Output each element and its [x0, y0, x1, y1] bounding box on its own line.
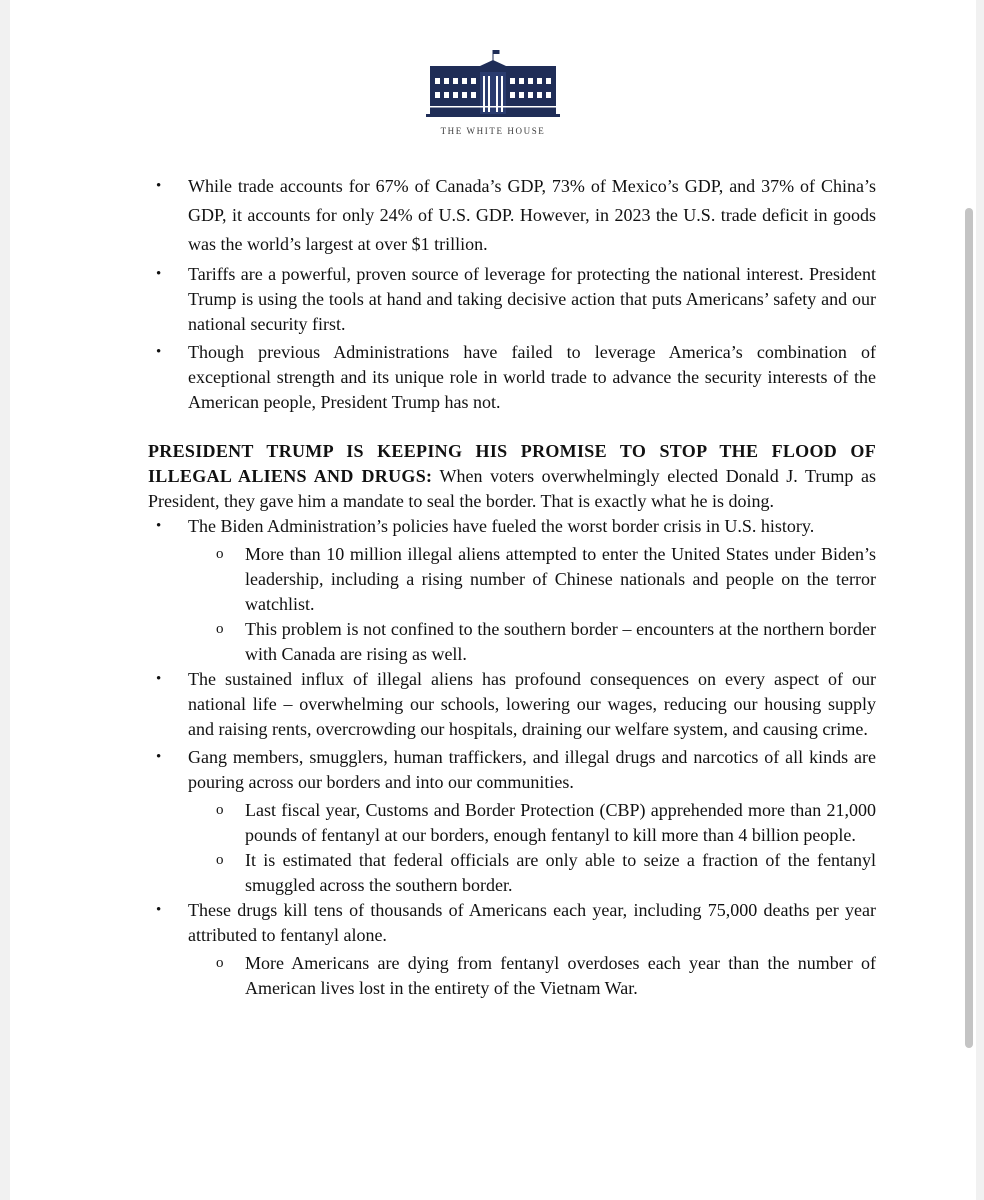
- sub-list-item: [188, 617, 876, 667]
- document-body: [148, 172, 876, 1001]
- bullet-marker: o: [216, 621, 224, 637]
- scrollbar-thumb[interactable]: [965, 208, 973, 1048]
- section-intro: When voters overwhelmingly elected Donald J. Trump as President, they gave him a mandate to seal the border. That is exactly what he is doing.: [148, 466, 876, 511]
- bullet-marker: o: [216, 852, 224, 868]
- bullet-marker: •: [156, 518, 162, 534]
- border-section: [148, 439, 876, 1001]
- bullet-marker: •: [156, 266, 162, 282]
- bullet-text: More Americans are dying from fentanyl overdoses each year than the number of American lives lost in the entirety of the Vietnam War.: [245, 953, 876, 998]
- sub-list-item: [188, 542, 876, 617]
- intro-bullet-list: [148, 172, 876, 415]
- list-item: [148, 898, 876, 948]
- list-item: [148, 340, 876, 415]
- bullet-text: The sustained influx of illegal aliens has profound consequences on every aspect of our national life – overwhelming our schools, lowering our wages, reducing our housing supply and raising rents, overcrowding our hospitals, draining our welfare system, and causing crime.: [188, 669, 876, 739]
- list-item: [148, 514, 876, 539]
- bullet-marker: •: [156, 178, 162, 194]
- section-bullet-list: [148, 514, 876, 1001]
- document-page: [10, 0, 976, 1200]
- letterhead: [10, 48, 976, 136]
- bullet-marker: o: [216, 802, 224, 818]
- section-paragraph: [148, 439, 876, 514]
- bullet-marker: •: [156, 749, 162, 765]
- section-heading: PRESIDENT TRUMP IS KEEPING HIS PROMISE TO STOP THE FLOOD OF ILLEGAL ALIENS AND DRUGS:: [148, 441, 876, 486]
- letterhead-title: THE WHITE HOUSE: [440, 126, 546, 136]
- bullet-text: The Biden Administration’s policies have fueled the worst border crisis in U.S. history.: [188, 516, 815, 536]
- bullet-marker: •: [156, 671, 162, 687]
- bullet-text: Last fiscal year, Customs and Border Protection (CBP) apprehended more than 21,000 pounds of fentanyl at our borders, enough fentanyl to kill more than 4 billion people.: [245, 800, 876, 845]
- sub-list-item: [188, 951, 876, 1001]
- bullet-marker: o: [216, 546, 224, 562]
- sub-list-item: [188, 798, 876, 848]
- bullet-text: Gang members, smugglers, human traffickers, and illegal drugs and narcotics of all kinds are pouring across our borders and into our communities.: [188, 747, 876, 792]
- list-item: [148, 745, 876, 795]
- bullet-text: Tariffs are a powerful, proven source of leverage for protecting the national interest. President Trump is using the tools at hand and taking decisive action that puts Americans’ safety and our national security first.: [188, 264, 876, 334]
- bullet-text: More than 10 million illegal aliens attempted to enter the United States under Biden’s leadership, including a rising number of Chinese nationals and people on the terror watchlist.: [245, 544, 876, 614]
- bullet-text: It is estimated that federal officials are only able to seize a fraction of the fentanyl smuggled across the southern border.: [245, 850, 876, 895]
- list-item: [148, 262, 876, 337]
- bullet-marker: o: [216, 955, 224, 971]
- white-house-icon: [418, 48, 568, 120]
- bullet-text: Though previous Administrations have failed to leverage America’s combination of exceptional strength and its unique role in world trade to advance the security interests of the American people, President Trump has not.: [188, 342, 876, 412]
- sub-list-item: [188, 848, 876, 898]
- bullet-text: While trade accounts for 67% of Canada’s GDP, 73% of Mexico’s GDP, and 37% of China’s GDP, it accounts for only 24% of U.S. GDP. However, in 2023 the U.S. trade deficit in goods was the world’s largest at over $1 trillion.: [188, 176, 876, 254]
- bullet-marker: •: [156, 344, 162, 360]
- bullet-text: These drugs kill tens of thousands of Americans each year, including 75,000 deaths per year attributed to fentanyl alone.: [188, 900, 876, 945]
- bullet-text: This problem is not confined to the southern border – encounters at the northern border with Canada are rising as well.: [245, 619, 876, 664]
- list-item: [148, 667, 876, 742]
- bullet-marker: •: [156, 902, 162, 918]
- list-item: [148, 172, 876, 259]
